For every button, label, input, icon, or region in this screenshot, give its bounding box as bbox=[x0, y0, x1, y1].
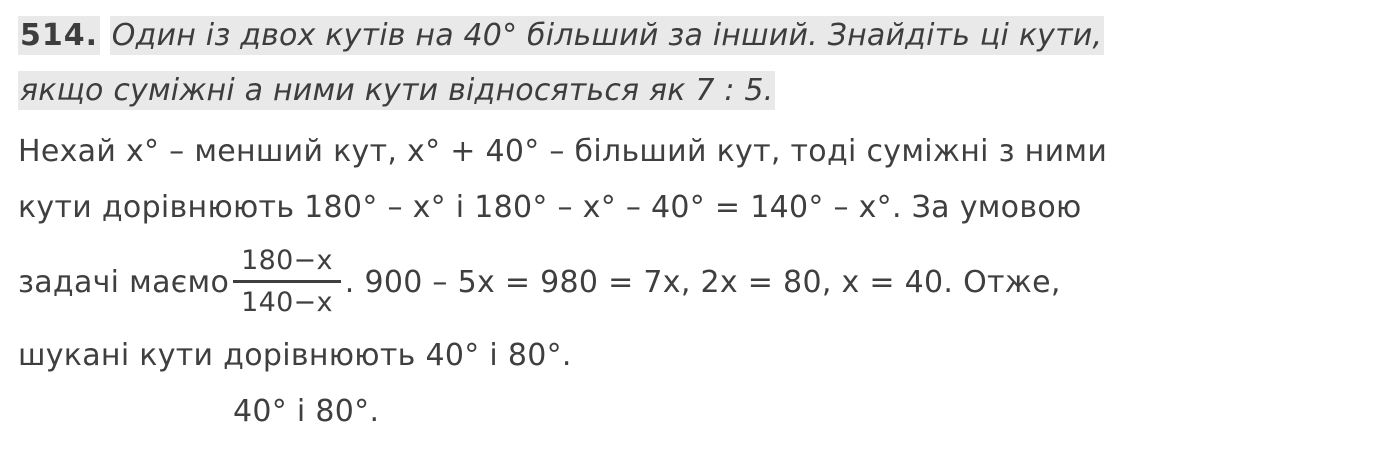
statement-text-line-2: якщо суміжні а ними кути відносяться як 7 : 5. bbox=[20, 73, 774, 108]
solution-line-1: Нехай x° – менший кут, x° + 40° – більший кут, тоді суміжні з ними bbox=[18, 134, 1108, 169]
problem-number: 514. bbox=[20, 18, 99, 53]
solution-line-3-suffix: . 900 – 5x = 980 = 7x, 2x = 80, x = 40. Отже, bbox=[344, 264, 1061, 300]
solution-body bbox=[0, 118, 1390, 440]
statement-line-2 bbox=[18, 63, 1390, 118]
statement-line-1 bbox=[18, 8, 1390, 63]
solution-answer: 40° і 80°. bbox=[233, 394, 380, 429]
solution-line-3 bbox=[18, 236, 1390, 328]
problem-statement bbox=[0, 0, 1390, 118]
solution-line-2: кути дорівнюють 180° – x° і 180° – x° – 40° = 140° – x°. За умовою bbox=[18, 190, 1082, 225]
statement-text-line-1: Один із двох кутів на 40° більший за інший. Знайдіть ці кути, bbox=[111, 18, 1103, 53]
fraction bbox=[233, 244, 341, 320]
fraction-denominator: 140−x bbox=[241, 287, 333, 318]
fraction-numerator: 180−x bbox=[241, 245, 333, 276]
solution-line-3-prefix: задачі маємо bbox=[18, 264, 230, 300]
solution-line-4: шукані кути дорівнюють 40° і 80°. bbox=[18, 338, 572, 373]
